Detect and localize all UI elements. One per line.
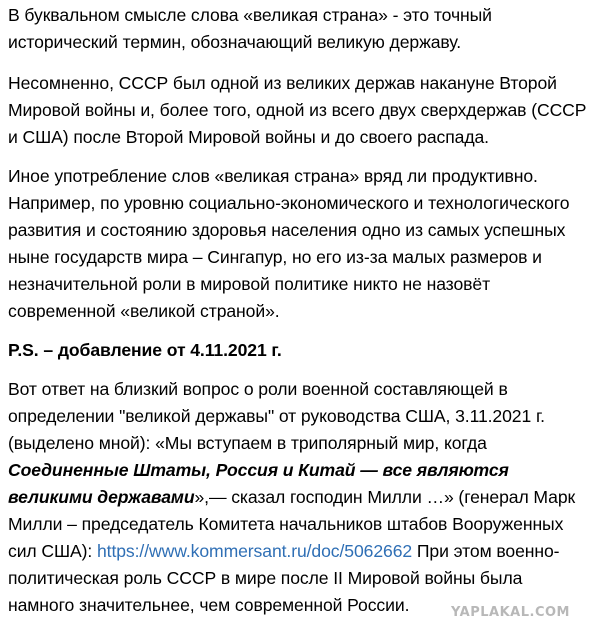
site-watermark: YAPLAKAL.COM <box>451 605 570 620</box>
quote-text-middle: »,— сказал господин Милли …» (генерал Марк Милли – председатель Комитета начальников штабов Вооруженных сил США): <box>8 487 576 561</box>
ps-heading: P.S. – добавление от 4.11.2021 г. <box>8 340 282 360</box>
paragraph-ussr-superpower: Несомненно, СССР был одной из великих держав накануне Второй Мировой войны и, более того, одной из всего двух сверхдержав (СССР и США) после Второй Мировой войны и до своего распада. <box>8 73 587 147</box>
paragraph-singapore-example: Иное употребление слов «великая страна» вряд ли продуктивно. Например, по уровню социально-экономического и технологического развития и состоянию здоровья населения одно из самых успешных ныне государств мира – Сингапур, но его из-за малых размеров и незначительной роли в мировой политике никто не назовёт современной «великой страной». <box>8 166 570 321</box>
quote-text-start: Вот ответ на близкий вопрос о роли военной составляющей в определении "великой державы" от руководства США, 3.11.2021 г. (выделено мной): «Мы вступаем в триполярный мир, когда <box>8 379 545 453</box>
paragraph-intro: В буквальном смысле слова «великая страна» - это точный исторический термин, обозначающий великую державу. <box>8 5 492 52</box>
kommersant-link[interactable]: https://www.kommersant.ru/doc/5062662 <box>96 541 413 561</box>
article-body <box>8 2 590 631</box>
paragraph-us-quote <box>8 376 590 619</box>
quote-emphasis: Соединенные Штаты, Россия и Китай — все являются великими державами <box>8 460 509 507</box>
quote-text-end: При этом военно-политическая роль СССР в мире после II Мировой войны была намного значительнее, чем современной России. <box>8 541 560 615</box>
